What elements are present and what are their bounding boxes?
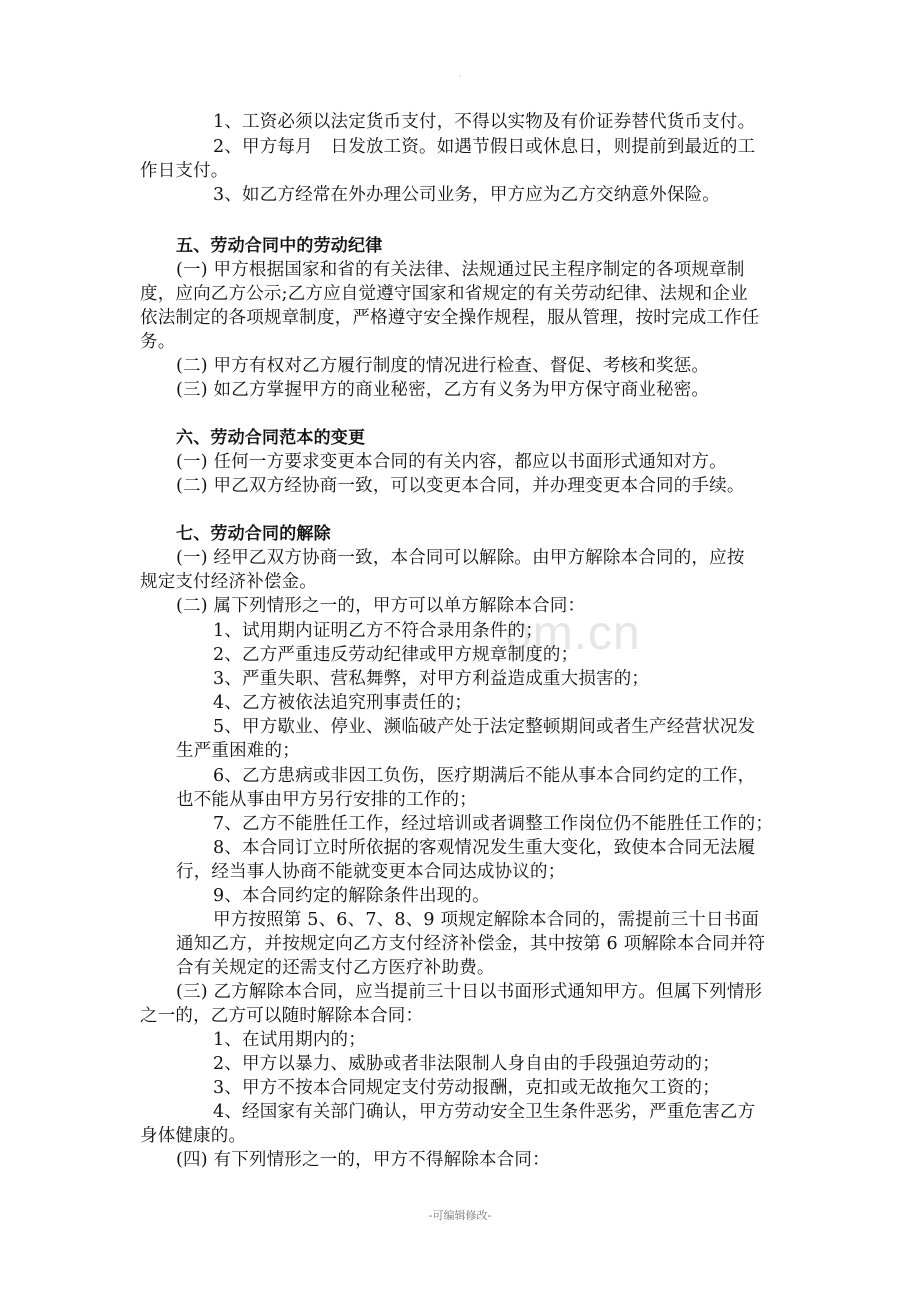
text-line: 行，经当事人协商不能就变更本合同达成协议的； (176, 862, 566, 882)
text-line: 作日支付。 (140, 161, 229, 181)
text-line: 1、工资必须以法定货币支付，不得以实物及有价证券替代货币支付。 (213, 112, 756, 132)
section-heading: 六、劳动合同范本的变更 (176, 428, 366, 448)
text-line: 1、试用期内证明乙方不符合录用条件的； (213, 621, 543, 641)
text-line: 5、甲方歇业、停业、濒临破产处于法定整顿期间或者生产经营状况发 (213, 717, 756, 737)
text-line: 4、经国家有关部门确认，甲方劳动安全卫生条件恶劣，严重危害乙方 (213, 1102, 756, 1122)
text-line: 之一的，乙方可以随时解除本合同： (140, 1006, 424, 1026)
watermark-text: om.cn (505, 607, 641, 660)
text-line: 合有关规定的还需支付乙方医疗补助费。 (176, 958, 495, 978)
page-marker: · (458, 72, 462, 83)
section-heading: 五、劳动合同中的劳动纪律 (176, 236, 383, 256)
text-line: 依法制定的各项规章制度，严格遵守安全操作规程，服从管理，按时完成工作任 (140, 308, 760, 328)
text-line: 3、严重失职、营私舞弊，对甲方利益造成重大损害的； (213, 669, 650, 689)
text-line: 务。 (140, 332, 176, 352)
text-line: 3、如乙方经常在外办理公司业务，甲方应为乙方交纳意外保险。 (213, 185, 720, 205)
text-line: (二) 甲乙双方经协商一致，可以变更本合同，并办理变更本合同的手续。 (176, 476, 745, 496)
text-line: 6、乙方患病或非因工负伤，医疗期满后不能从事本合同约定的工作， (213, 766, 756, 786)
text-line: 也不能从事由甲方另行安排的工作的； (176, 790, 477, 810)
text-line: 甲方按照第 5、6、7、8、9 项规定解除本合同的，需提前三十日书面 (213, 910, 760, 930)
text-line: (一) 任何一方要求变更本合同的有关内容，都应以书面形式通知对方。 (176, 452, 727, 472)
page-footer: -可编辑修改- (428, 1209, 492, 1222)
text-line: 2、乙方严重违反劳动纪律或甲方规章制度的； (213, 645, 579, 665)
text-line: 生严重困难的； (176, 741, 300, 761)
text-line: (二) 属下列情形之一的，甲方可以单方解除本合同： (176, 596, 586, 616)
text-line: 身体健康的。 (140, 1126, 247, 1146)
text-line: 度，应向乙方公示;乙方应自觉遵守国家和省规定的有关劳动纪律、法规和企业 (140, 284, 748, 304)
text-line: 规定支付经济补偿金。 (140, 572, 317, 592)
text-line: 8、本合同订立时所依据的客观情况发生重大变化，致使本合同无法履 (213, 838, 756, 858)
text-line: (二) 甲方有权对乙方履行制度的情况进行检查、督促、考核和奖惩。 (176, 356, 710, 376)
text-line: 9、本合同约定的解除条件出现的。 (213, 886, 490, 906)
text-line: 2、甲方以暴力、威胁或者非法限制人身自由的手段强迫劳动的； (213, 1054, 720, 1074)
text-line: (一) 经甲乙双方协商一致，本合同可以解除。由甲方解除本合同的，应按 (176, 548, 745, 568)
text-line: 3、甲方不按本合同规定支付劳动报酬，克扣或无故拖欠工资的； (213, 1078, 720, 1098)
text-line: 1、在试用期内的； (213, 1030, 366, 1050)
text-line: 2、甲方每月 日发放工资。如遇节假日或休息日，则提前到最近的工 (213, 137, 756, 157)
text-line: (三) 乙方解除本合同，应当提前三十日以书面形式通知甲方。但属下列情形 (176, 982, 763, 1002)
text-line: 通知乙方，并按规定向乙方支付经济补偿金，其中按第 6 项解除本合同并符 (176, 934, 766, 954)
text-line: (一) 甲方根据国家和省的有关法律、法规通过民主程序制定的各项规章制 (176, 260, 745, 280)
text-line: 7、乙方不能胜任工作，经过培训或者调整工作岗位仍不能胜任工作的； (213, 814, 774, 834)
section-heading: 七、劳动合同的解除 (176, 524, 331, 544)
text-line: (四) 有下列情形之一的，甲方不得解除本合同： (176, 1150, 550, 1170)
text-line: (三) 如乙方掌握甲方的商业秘密，乙方有义务为甲方保守商业秘密。 (176, 380, 710, 400)
text-line: 4、乙方被依法追究刑事责任的； (213, 693, 473, 713)
